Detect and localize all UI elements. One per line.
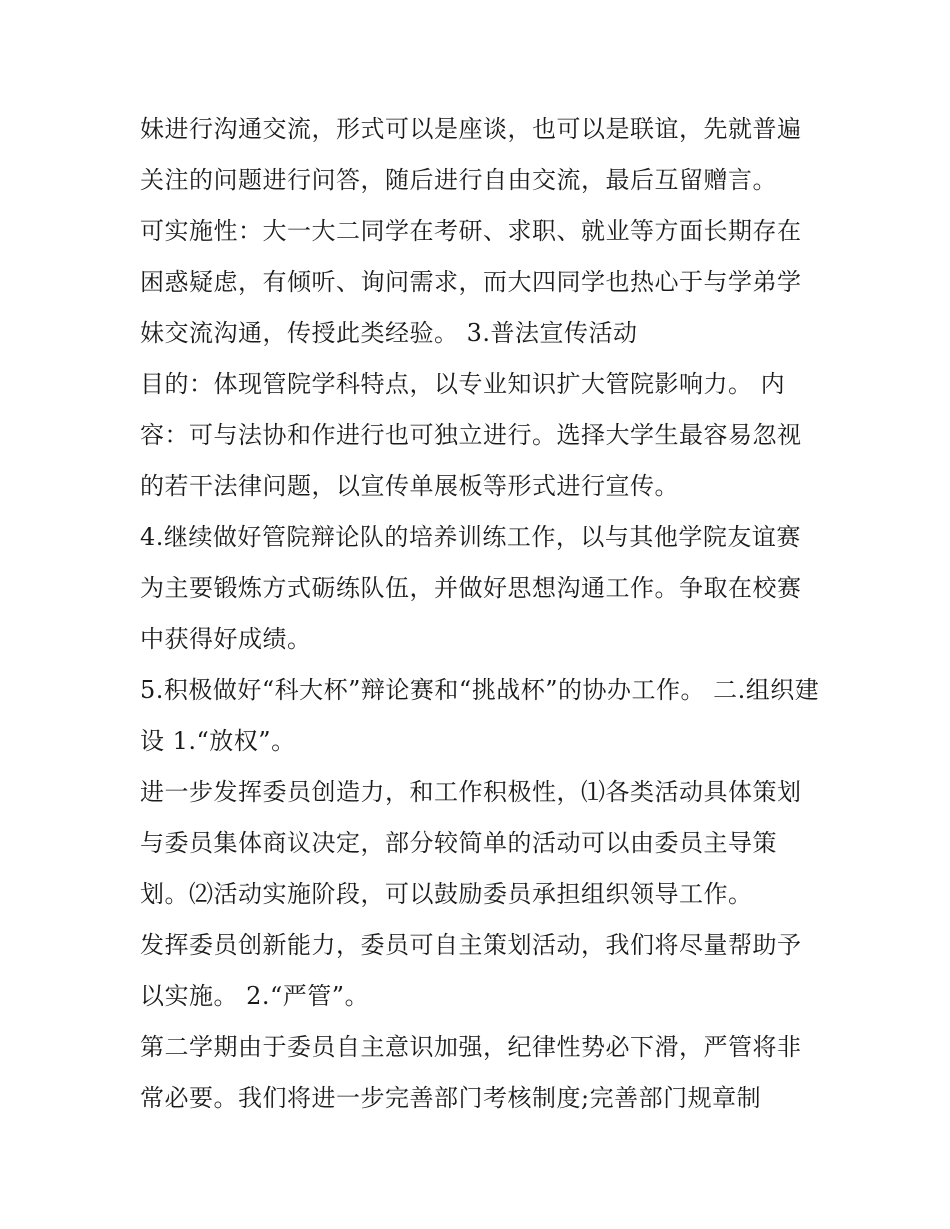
text-line: 妹交流沟通，传授此类经验。 3.普法宣传活动 — [140, 319, 638, 347]
text-line: 以实施。 2.“严管”。 — [140, 982, 370, 1010]
text-line: 4.继续做好管院辩论队的培养训练工作，以与其他学院友谊赛 — [140, 523, 801, 551]
text-line: 发挥委员创新能力，委员可自主策划活动，我们将尽量帮助予 — [140, 931, 802, 959]
body-text — [140, 108, 820, 1128]
text-line: 困惑疑虑，有倾听、询问需求，而大四同学也热心于与学弟学 — [140, 268, 802, 296]
text-line: 与委员集体商议决定，部分较简单的活动可以由委员主导策 — [140, 829, 777, 857]
text-line: 的若干法律问题，以宣传单展板等形式进行宣传。 — [140, 472, 679, 500]
text-line: 常必要。我们将进一步完善部门考核制度;完善部门规章制 — [140, 1084, 762, 1112]
text-line: 第二学期由于委员自主意识加强，纪律性势必下滑，严管将非 — [140, 1033, 802, 1061]
text-line: 妹进行沟通交流，形式可以是座谈，也可以是联谊，先就普遍 — [140, 115, 802, 143]
text-line: 可实施性：大一大二同学在考研、求职、就业等方面长期存在 — [140, 217, 802, 245]
text-line: 5.积极做好“科大杯”辩论赛和“挑战杯”的协办工作。 二.组织建 — [140, 676, 820, 704]
text-line: 目的：体现管院学科特点，以专业知识扩大管院影响力。 内 — [140, 370, 786, 398]
text-line: 为主要锻炼方式砺练队伍，并做好思想沟通工作。争取在校赛 — [140, 574, 802, 602]
text-line: 关注的问题进行问答，随后进行自由交流，最后互留赠言。 — [140, 166, 777, 194]
text-line: 划。⑵活动实施阶段，可以鼓励委员承担组织领导工作。 — [140, 880, 753, 908]
text-line: 设 1.“放权”。 — [140, 727, 296, 755]
text-line: 中获得好成绩。 — [140, 625, 312, 653]
text-line: 容：可与法协和作进行也可独立进行。选择大学生最容易忽视 — [140, 421, 802, 449]
text-line: 进一步发挥委员创造力，和工作积极性，⑴各类活动具体策划 — [140, 778, 802, 806]
